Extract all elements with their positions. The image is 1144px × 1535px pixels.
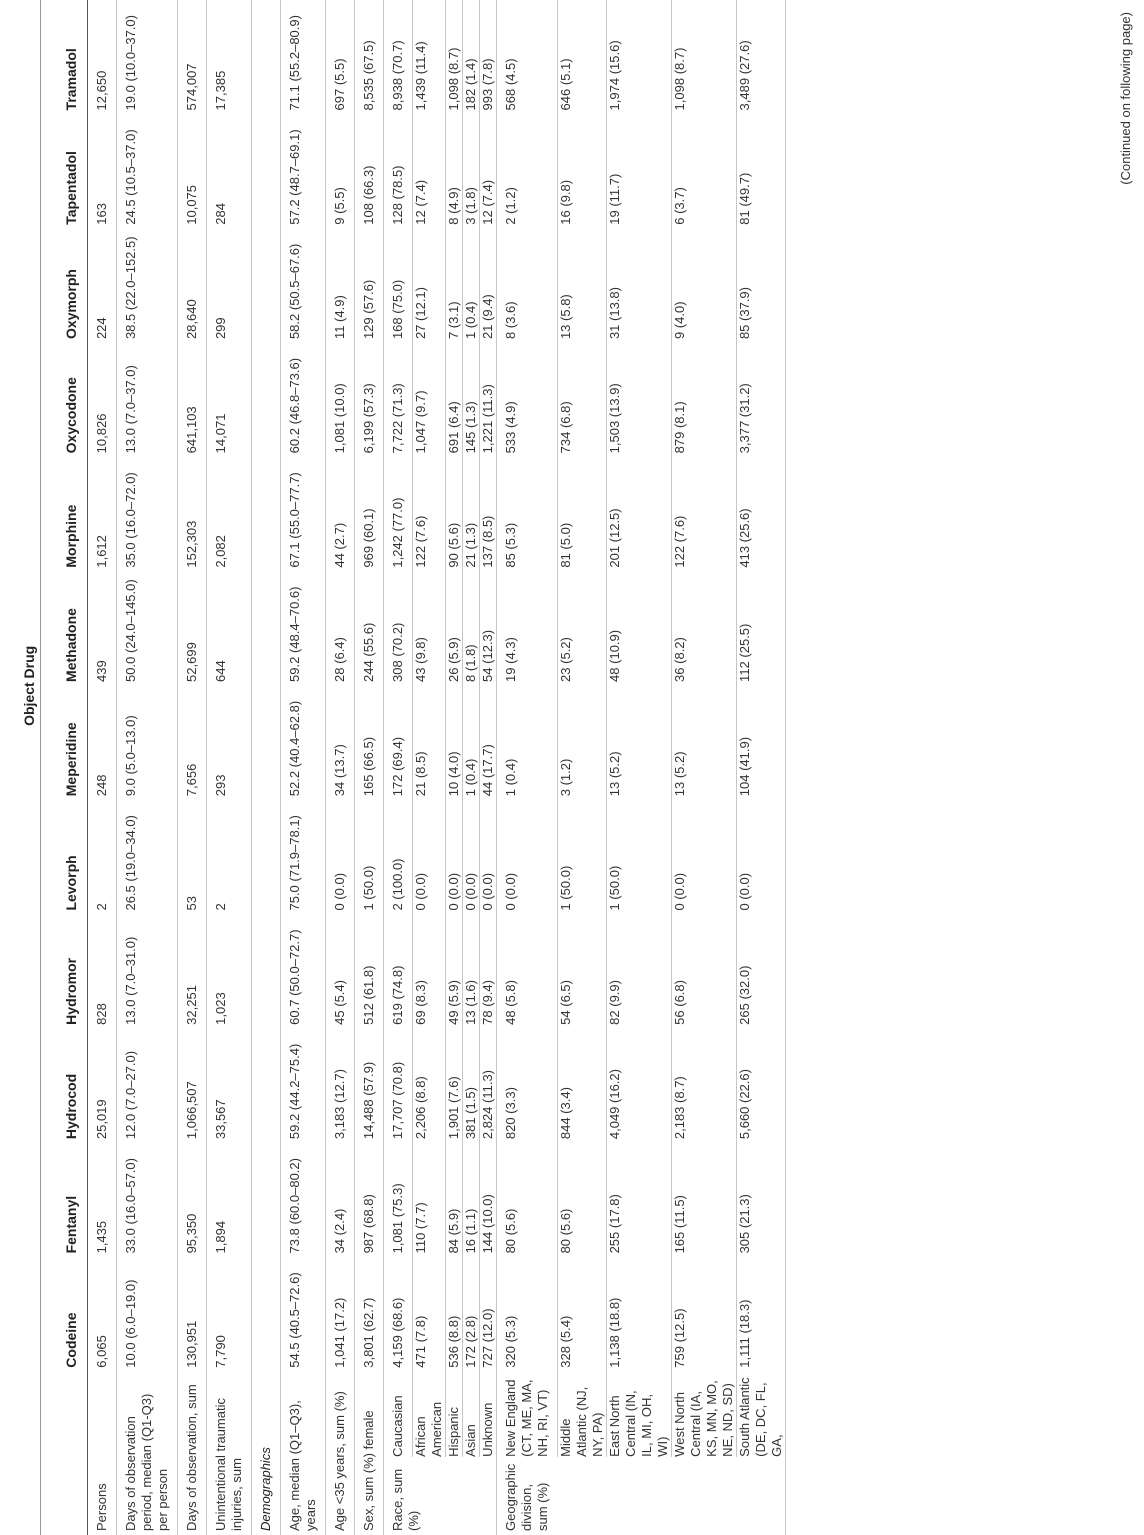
cell-value: 58.2 (50.5–67.6) — [281, 229, 326, 343]
cell-value: 244 (55.6) — [355, 572, 384, 686]
row-race-0 — [384, 0, 413, 1535]
col-header: Meperidine — [41, 686, 88, 800]
cell-value: 31 (13.8) — [607, 229, 672, 343]
cell-value: 759 (12.5) — [672, 1257, 737, 1371]
cell-value: 533 (4.9) — [497, 343, 558, 457]
row-label: Persons — [88, 1372, 117, 1535]
col-header: Tramadol — [41, 0, 88, 114]
cell-value: 308 (70.2) — [384, 572, 413, 686]
cell-value: 90 (5.6) — [446, 457, 463, 571]
cell-value: 641,103 — [178, 343, 207, 457]
cell-value: 13.0 (7.0–31.0) — [117, 915, 178, 1029]
cell-value: 1,081 (10.0) — [326, 343, 355, 457]
cell-value: 44 (17.7) — [480, 686, 497, 800]
cell-value: 130,951 — [178, 1257, 207, 1371]
cell-value: 11 (4.9) — [326, 229, 355, 343]
cell-value: 122 (7.6) — [672, 457, 737, 571]
cell-value: 1,041 (17.2) — [326, 1257, 355, 1371]
cell-value: 23 (5.2) — [558, 572, 607, 686]
cell-value: 12,650 — [88, 0, 117, 114]
cell-value: 248 — [88, 686, 117, 800]
cell-value: 2,824 (11.3) — [480, 1029, 497, 1143]
continued-note: (Continued on following page) — [1118, 12, 1133, 185]
subgroup-label: Hispanic — [446, 1372, 463, 1457]
row-geo-1 — [558, 0, 607, 1535]
cell-value: 163 — [88, 114, 117, 228]
cell-value: 8 (4.9) — [446, 114, 463, 228]
cell-value: 1,894 — [207, 1143, 252, 1257]
cell-value: 568 (4.5) — [497, 0, 558, 114]
cell-value: 75.0 (71.9–78.1) — [281, 800, 326, 914]
cell-value: 81 (5.0) — [558, 457, 607, 571]
row-race-1 — [413, 0, 446, 1535]
cell-value: 1,066,507 — [178, 1029, 207, 1143]
cell-value: 0 (0.0) — [463, 800, 480, 914]
cell-value: 54.5 (40.5–72.6) — [281, 1257, 326, 1371]
row-age-lt35 — [326, 0, 355, 1535]
subgroup-label: Unknown — [480, 1372, 497, 1457]
cell-value: 0 (0.0) — [672, 800, 737, 914]
cell-value: 54 (6.5) — [558, 915, 607, 1029]
cell-value: 10.0 (6.0–19.0) — [117, 1257, 178, 1371]
section-label: Demographics — [252, 0, 281, 1535]
cell-value: 4,159 (68.6) — [384, 1257, 413, 1371]
cell-value: 50.0 (24.0–145.0) — [117, 572, 178, 686]
cell-value: 9 (4.0) — [672, 229, 737, 343]
row-label: Age <35 years, sum (%) — [326, 1372, 355, 1535]
subgroup-label: Asian — [463, 1372, 480, 1457]
cell-value: 2,082 — [207, 457, 252, 571]
cell-value: 1,111 (18.3) — [737, 1257, 786, 1371]
cell-value: 60.7 (50.0–72.7) — [281, 915, 326, 1029]
cell-value: 320 (5.3) — [497, 1257, 558, 1371]
cell-value: 80 (5.6) — [497, 1143, 558, 1257]
cell-value: 10,075 — [178, 114, 207, 228]
cell-value: 28,640 — [178, 229, 207, 343]
cell-value: 13 (5.8) — [558, 229, 607, 343]
cell-value: 1,138 (18.8) — [607, 1257, 672, 1371]
cell-value: 3,183 (12.7) — [326, 1029, 355, 1143]
cell-value: 265 (32.0) — [737, 915, 786, 1029]
cell-value: 32,251 — [178, 915, 207, 1029]
cell-value: 53 — [178, 800, 207, 914]
cell-value: 128 (78.5) — [384, 114, 413, 228]
cell-value: 52.2 (40.4–62.8) — [281, 686, 326, 800]
cell-value: 27 (12.1) — [413, 229, 446, 343]
col-header: Codeine — [41, 1257, 88, 1371]
cell-value: 1 (50.0) — [558, 800, 607, 914]
cell-value: 644 — [207, 572, 252, 686]
cell-value: 67.1 (55.0–77.7) — [281, 457, 326, 571]
cell-value: 1,047 (9.7) — [413, 343, 446, 457]
cell-value: 21 (9.4) — [480, 229, 497, 343]
cell-value: 0 (0.0) — [497, 800, 558, 914]
cell-value: 0 (0.0) — [413, 800, 446, 914]
cell-value: 80 (5.6) — [558, 1143, 607, 1257]
cell-value: 8,938 (70.7) — [384, 0, 413, 114]
cell-value: 12 (7.4) — [413, 114, 446, 228]
cell-value: 255 (17.8) — [607, 1143, 672, 1257]
cell-value: 60.2 (46.8–73.6) — [281, 343, 326, 457]
cell-value: 1,439 (11.4) — [413, 0, 446, 114]
section-demographics — [252, 0, 281, 1535]
cell-value: 2,183 (8.7) — [672, 1029, 737, 1143]
cell-value: 85 (37.9) — [737, 229, 786, 343]
subgroup-label: African American — [413, 1372, 446, 1457]
row-age-median — [281, 0, 326, 1535]
cell-value: 16 (1.1) — [463, 1143, 480, 1257]
cell-value: 16 (9.8) — [558, 114, 607, 228]
cell-value: 172 (2.8) — [463, 1257, 480, 1371]
cell-value: 172 (69.4) — [384, 686, 413, 800]
cell-value: 165 (11.5) — [672, 1143, 737, 1257]
cell-value: 33.0 (16.0–57.0) — [117, 1143, 178, 1257]
cell-value: 45 (5.4) — [326, 915, 355, 1029]
col-header: Tapentadol — [41, 114, 88, 228]
cell-value: 57.2 (48.7–69.1) — [281, 114, 326, 228]
cell-value: 820 (3.3) — [497, 1029, 558, 1143]
col-header: Fentanyl — [41, 1143, 88, 1257]
cell-value: 328 (5.4) — [558, 1257, 607, 1371]
cell-value: 727 (12.0) — [480, 1257, 497, 1371]
cell-value: 1 (50.0) — [607, 800, 672, 914]
cell-value: 48 (10.9) — [607, 572, 672, 686]
cell-value: 691 (6.4) — [446, 343, 463, 457]
cell-value: 3 (1.2) — [558, 686, 607, 800]
cell-value: 7,790 — [207, 1257, 252, 1371]
cell-value: 24.5 (10.5–37.0) — [117, 114, 178, 228]
cell-value: 12 (7.4) — [480, 114, 497, 228]
col-header: Oxycodone — [41, 343, 88, 457]
cell-value: 137 (8.5) — [480, 457, 497, 571]
cell-value: 536 (8.8) — [446, 1257, 463, 1371]
cell-value: 1,435 — [88, 1143, 117, 1257]
subgroup-label: South Atlantic (DE, DC, FL, GA, — [737, 1372, 786, 1457]
cell-value: 71.1 (55.2–80.9) — [281, 0, 326, 114]
subgroup-label: East North Central (IN, IL, MI, OH, WI) — [607, 1372, 672, 1457]
cell-value: 9.0 (5.0–13.0) — [117, 686, 178, 800]
cell-value: 381 (1.5) — [463, 1029, 480, 1143]
cell-value: 168 (75.0) — [384, 229, 413, 343]
cell-value: 108 (66.3) — [355, 114, 384, 228]
subgroup-label: Caucasian — [384, 1372, 413, 1457]
cell-value: 110 (7.7) — [413, 1143, 446, 1257]
row-geo-3 — [672, 0, 737, 1535]
cell-value: 844 (3.4) — [558, 1029, 607, 1143]
cell-value: 112 (25.5) — [737, 572, 786, 686]
cell-value: 8,535 (67.5) — [355, 0, 384, 114]
cell-value: 5,660 (22.6) — [737, 1029, 786, 1143]
cell-value: 697 (5.5) — [326, 0, 355, 114]
cell-value: 7 (3.1) — [446, 229, 463, 343]
cell-value: 14,071 — [207, 343, 252, 457]
row-label: Days of observation period, median (Q1-Q3) per person — [117, 1372, 178, 1535]
cell-value: 6,065 — [88, 1257, 117, 1371]
cell-value: 81 (49.7) — [737, 114, 786, 228]
cell-value: 13 (1.6) — [463, 915, 480, 1029]
cell-value: 6,199 (57.3) — [355, 343, 384, 457]
cell-value: 19 (11.7) — [607, 114, 672, 228]
cell-value: 3,801 (62.7) — [355, 1257, 384, 1371]
cell-value: 145 (1.3) — [463, 343, 480, 457]
row-geo-4 — [737, 0, 786, 1535]
cell-value: 21 (8.5) — [413, 686, 446, 800]
cell-value: 293 — [207, 686, 252, 800]
cell-value: 1,098 (8.7) — [446, 0, 463, 114]
cell-value: 13 (5.2) — [607, 686, 672, 800]
row-label: Sex, sum (%) female — [355, 1372, 384, 1535]
cell-value: 619 (74.8) — [384, 915, 413, 1029]
col-header: Levorph — [41, 800, 88, 914]
cell-value: 0 (0.0) — [737, 800, 786, 914]
cell-value: 2 (1.2) — [497, 114, 558, 228]
cell-value: 17,707 (70.8) — [384, 1029, 413, 1143]
row-sex-female — [355, 0, 384, 1535]
cell-value: 1,242 (77.0) — [384, 457, 413, 571]
cell-value: 3,377 (31.2) — [737, 343, 786, 457]
row-persons — [88, 0, 117, 1535]
cell-value: 33,567 — [207, 1029, 252, 1143]
cell-value: 69 (8.3) — [413, 915, 446, 1029]
row-label: Geographic division, sum (%) — [497, 1457, 786, 1535]
cell-value: 85 (5.3) — [497, 457, 558, 571]
cell-value: 9 (5.5) — [326, 114, 355, 228]
col-header: Methadone — [41, 572, 88, 686]
cell-value: 993 (7.8) — [480, 0, 497, 114]
cell-value: 25,019 — [88, 1029, 117, 1143]
col-header: Hydromor — [41, 915, 88, 1029]
cell-value: 734 (6.8) — [558, 343, 607, 457]
cell-value: 19 (4.3) — [497, 572, 558, 686]
subgroup-label: West North Central (IA, KS, MN, MO, NE, ND, SD) — [672, 1372, 737, 1457]
subgroup-label: New England (CT, ME, MA, NH, RI, VT) — [497, 1372, 558, 1457]
cell-value: 144 (10.0) — [480, 1143, 497, 1257]
cell-value: 413 (25.6) — [737, 457, 786, 571]
cell-value: 34 (13.7) — [326, 686, 355, 800]
cell-value: 129 (57.6) — [355, 229, 384, 343]
cell-value: 2 — [207, 800, 252, 914]
cell-value: 78 (9.4) — [480, 915, 497, 1029]
cell-value: 1 (0.4) — [463, 686, 480, 800]
cell-value: 1,503 (13.9) — [607, 343, 672, 457]
cell-value: 201 (12.5) — [607, 457, 672, 571]
cell-value: 8 (3.6) — [497, 229, 558, 343]
cell-value: 10 (4.0) — [446, 686, 463, 800]
cell-value: 35.0 (16.0–72.0) — [117, 457, 178, 571]
row-race-3 — [463, 0, 480, 1535]
cell-value: 82 (9.9) — [607, 915, 672, 1029]
cell-value: 1,974 (15.6) — [607, 0, 672, 114]
cell-value: 165 (66.5) — [355, 686, 384, 800]
cell-value: 19.0 (10.0–37.0) — [117, 0, 178, 114]
row-geo-2 — [607, 0, 672, 1535]
table-title: Object Drug — [21, 645, 37, 726]
cell-value: 152,303 — [178, 457, 207, 571]
cell-value: 1,901 (7.6) — [446, 1029, 463, 1143]
cell-value: 13 (5.2) — [672, 686, 737, 800]
cell-value: 182 (1.4) — [463, 0, 480, 114]
cell-value: 34 (2.4) — [326, 1143, 355, 1257]
cell-value: 646 (5.1) — [558, 0, 607, 114]
cell-value: 95,350 — [178, 1143, 207, 1257]
column-header-row — [41, 0, 88, 1535]
subgroup-label: Middle Atlantic (NJ, NY, PA) — [558, 1372, 607, 1457]
row-race-2 — [446, 0, 463, 1535]
cell-value: 122 (7.6) — [413, 457, 446, 571]
cell-value: 8 (1.8) — [463, 572, 480, 686]
cell-value: 10,826 — [88, 343, 117, 457]
cell-value: 987 (68.8) — [355, 1143, 384, 1257]
cell-value: 0 (0.0) — [480, 800, 497, 914]
cell-value: 56 (6.8) — [672, 915, 737, 1029]
cell-value: 2 (100.0) — [384, 800, 413, 914]
cell-value: 574,007 — [178, 0, 207, 114]
cell-value: 73.8 (60.0–80.2) — [281, 1143, 326, 1257]
cell-value: 44 (2.7) — [326, 457, 355, 571]
row-days-sum — [178, 0, 207, 1535]
cell-value: 7,722 (71.3) — [384, 343, 413, 457]
cell-value: 14,488 (57.9) — [355, 1029, 384, 1143]
cell-value: 6 (3.7) — [672, 114, 737, 228]
cell-value: 7,656 — [178, 686, 207, 800]
cell-value: 59.2 (48.4–70.6) — [281, 572, 326, 686]
row-geo-0 — [497, 0, 558, 1535]
cell-value: 21 (1.3) — [463, 457, 480, 571]
cell-value: 879 (8.1) — [672, 343, 737, 457]
cell-value: 17,385 — [207, 0, 252, 114]
row-injuries — [207, 0, 252, 1535]
cell-value: 36 (8.2) — [672, 572, 737, 686]
cell-value: 38.5 (22.0–152.5) — [117, 229, 178, 343]
col-header: Morphine — [41, 457, 88, 571]
cell-value: 4,049 (16.2) — [607, 1029, 672, 1143]
cell-value: 43 (9.8) — [413, 572, 446, 686]
cell-value: 28 (6.4) — [326, 572, 355, 686]
cell-value: 439 — [88, 572, 117, 686]
cell-value: 828 — [88, 915, 117, 1029]
cell-value: 54 (12.3) — [480, 572, 497, 686]
cell-value: 1,221 (11.3) — [480, 343, 497, 457]
cell-value: 1,098 (8.7) — [672, 0, 737, 114]
col-header: Oxymorph — [41, 229, 88, 343]
row-race-4 — [480, 0, 497, 1535]
cell-value: 299 — [207, 229, 252, 343]
cell-value: 0 (0.0) — [446, 800, 463, 914]
col-header: Hydrocod — [41, 1029, 88, 1143]
cell-value: 0 (0.0) — [326, 800, 355, 914]
cell-value: 1,612 — [88, 457, 117, 571]
cell-value: 284 — [207, 114, 252, 228]
cell-value: 1,023 — [207, 915, 252, 1029]
row-label: Race, sum (%) — [384, 1457, 497, 1535]
cell-value: 13.0 (7.0–37.0) — [117, 343, 178, 457]
cell-value: 1 (50.0) — [355, 800, 384, 914]
cell-value: 1 (0.4) — [463, 229, 480, 343]
row-label: Age, median (Q1–Q3), years — [281, 1372, 326, 1535]
cell-value: 512 (61.8) — [355, 915, 384, 1029]
cell-value: 969 (60.1) — [355, 457, 384, 571]
cell-value: 26.5 (19.0–34.0) — [117, 800, 178, 914]
cell-value: 1 (0.4) — [497, 686, 558, 800]
row-label: Days of observation, sum — [178, 1372, 207, 1535]
cell-value: 3 (1.8) — [463, 114, 480, 228]
cell-value: 48 (5.8) — [497, 915, 558, 1029]
cell-value: 2,206 (8.8) — [413, 1029, 446, 1143]
cell-value: 104 (41.9) — [737, 686, 786, 800]
cell-value: 1,081 (75.3) — [384, 1143, 413, 1257]
cell-value: 224 — [88, 229, 117, 343]
cell-value: 12.0 (7.0–27.0) — [117, 1029, 178, 1143]
row-label: Unintentional traumatic injuries, sum — [207, 1372, 252, 1535]
cell-value: 2 — [88, 800, 117, 914]
cell-value: 59.2 (44.2–75.4) — [281, 1029, 326, 1143]
cell-value: 305 (21.3) — [737, 1143, 786, 1257]
cell-value: 52,699 — [178, 572, 207, 686]
cell-value: 26 (5.9) — [446, 572, 463, 686]
cell-value: 49 (5.9) — [446, 915, 463, 1029]
cell-value: 471 (7.8) — [413, 1257, 446, 1371]
cell-value: 84 (5.9) — [446, 1143, 463, 1257]
row-days-median — [117, 0, 178, 1535]
cell-value: 3,489 (27.6) — [737, 0, 786, 114]
